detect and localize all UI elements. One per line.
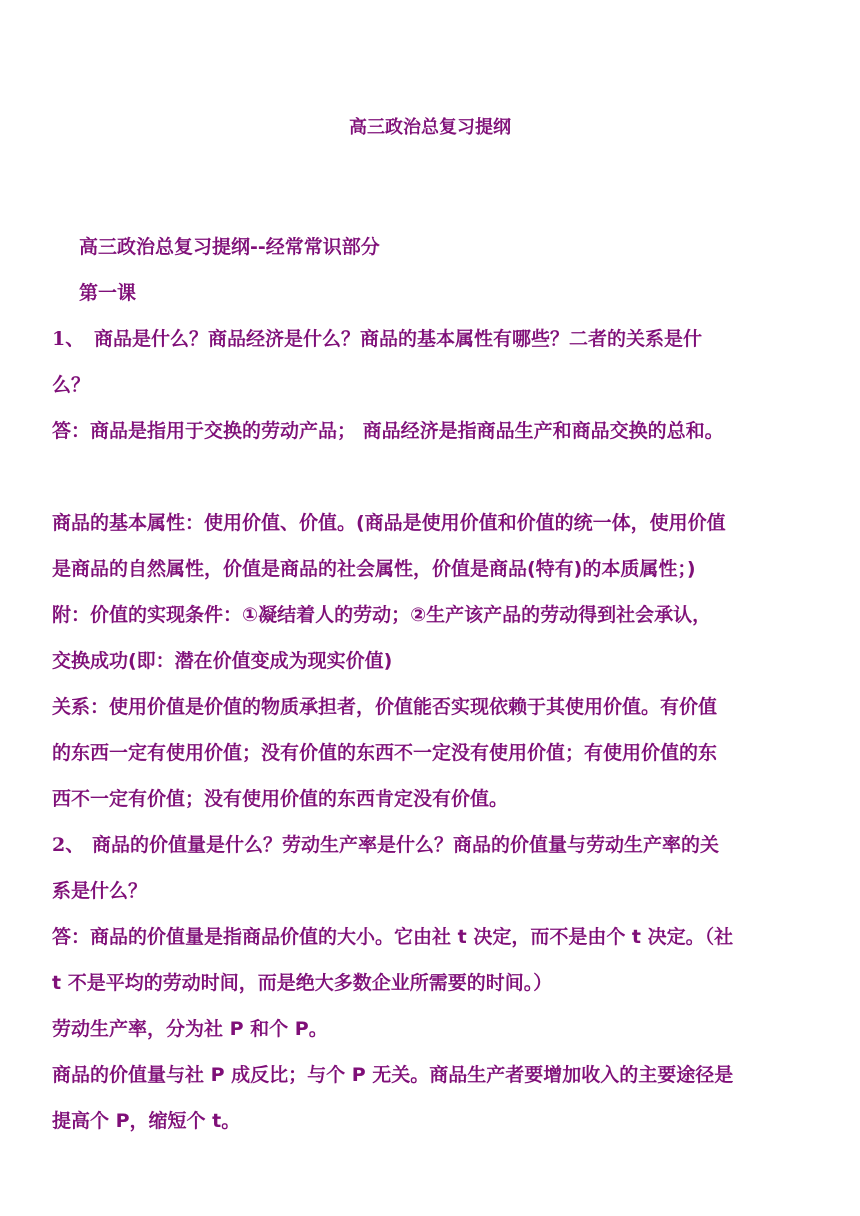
answer-2-line-1: 答：商品的价值量是指商品价值的大小。它由社 t 决定，而不是由个 t 决定。（社 [52,926,734,948]
section-heading: 高三政治总复习提纲--经常常识部分 [79,236,380,258]
relation-line-1: 关系：使用价值是价值的物质承担者，价值能否实现依赖于其使用价值。有价值 [52,696,718,718]
basic-attributes-line-2: 是商品的自然属性，价值是商品的社会属性，价值是商品(特有)的本质属性；) [52,558,696,580]
question-2-continued: 系是什么？ [52,880,148,902]
question-2-number: 2、 [52,834,85,856]
document-title: 高三政治总复习提纲 [349,117,511,138]
blank-line [52,454,812,500]
answer-1: 答：商品是指用于交换的劳动产品； 商品经济是指商品生产和商品交换的总和。 [52,420,724,442]
question-2 [52,822,812,868]
question-1-text: 商品是什么？商品经济是什么？商品的基本属性有哪些？二者的关系是什 [94,328,703,350]
productivity-line: 劳动生产率，分为社 P 和个 P。 [52,1018,328,1040]
lesson-heading: 第一课 [79,282,137,304]
question-1-continued: 么？ [52,374,91,396]
conclusion-line-1: 商品的价值量与社 P 成反比；与个 P 无关。商品生产者要增加收入的主要途径是 [52,1064,734,1086]
note-line-2: 交换成功(即：潜在价值变成为现实价值) [52,650,393,672]
conclusion-line-2: 提高个 P，缩短个 t。 [52,1110,241,1132]
note-line-1: 附：价值的实现条件：①凝结着人的劳动；②生产该产品的劳动得到社会承认， [52,604,712,626]
question-1 [52,316,812,362]
answer-2-line-2: t 不是平均的劳动时间，而是绝大多数企业所需要的时间。） [52,972,553,994]
question-1-number: 1、 [52,328,85,350]
relation-line-3: 西不一定有价值；没有使用价值的东西肯定没有价值。 [52,788,509,810]
basic-attributes-line-1: 商品的基本属性：使用价值、价值。(商品是使用价值和价值的统一体，使用价值 [52,512,726,534]
relation-line-2: 的东西一定有使用价值；没有价值的东西不一定没有使用价值；有使用价值的东 [52,742,718,764]
question-2-text: 商品的价值量是什么？劳动生产率是什么？商品的价值量与劳动生产率的关 [92,834,720,856]
document-body [52,224,812,1144]
